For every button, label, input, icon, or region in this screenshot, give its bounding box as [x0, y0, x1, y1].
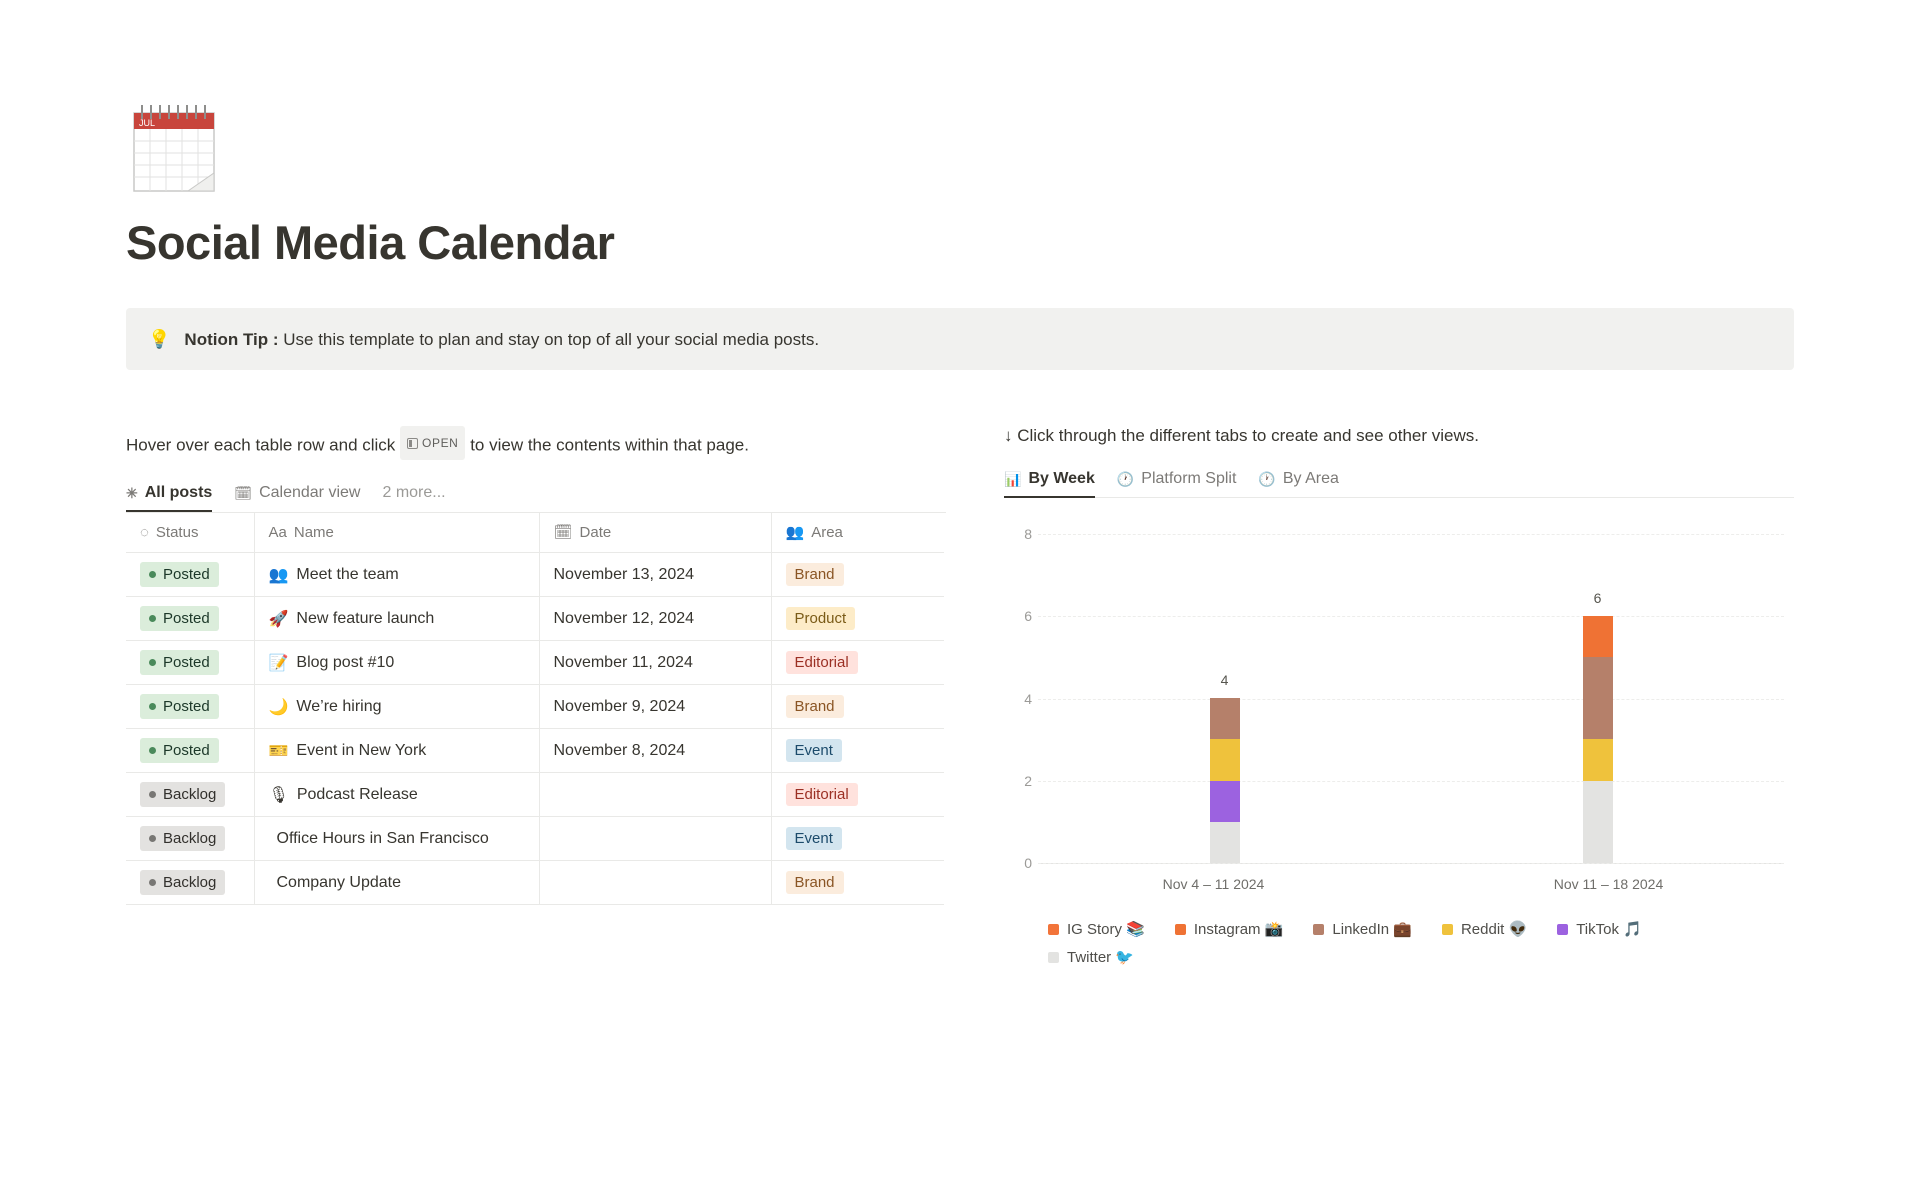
legend-label: LinkedIn 💼	[1332, 921, 1412, 938]
status-badge	[140, 782, 225, 807]
clock-icon: 🕐	[1258, 470, 1276, 487]
cell-status[interactable]	[126, 685, 254, 729]
chart-bar-segment	[1583, 739, 1613, 780]
table-row[interactable]	[126, 685, 944, 729]
status-dot-icon	[149, 703, 156, 710]
cell-status[interactable]	[126, 773, 254, 817]
open-chip[interactable]	[400, 426, 465, 460]
row-name: Podcast Release	[296, 785, 418, 803]
tab-calendar-view[interactable]	[234, 474, 360, 512]
legend-item[interactable]	[1175, 920, 1284, 938]
cell-date[interactable]	[539, 773, 771, 817]
cell-date[interactable]	[539, 861, 771, 905]
row-name: We’re hiring	[296, 697, 382, 715]
cell-area[interactable]	[771, 685, 944, 729]
tab-by-area-label: By Area	[1282, 469, 1339, 487]
tab-by-area[interactable]	[1258, 460, 1338, 498]
chart-bar-segment	[1210, 739, 1240, 780]
status-label: Posted	[163, 654, 210, 671]
row-emoji-icon: 🌙	[268, 698, 289, 716]
legend-item[interactable]	[1048, 920, 1145, 938]
area-tag: Event	[786, 739, 842, 762]
status-badge	[140, 694, 219, 719]
tab-platform-split[interactable]	[1117, 460, 1237, 498]
callout-body: Use this template to plan and stay on top of all your social media posts.	[278, 330, 820, 349]
status-label: Backlog	[163, 786, 217, 803]
chart-bar-segment	[1210, 781, 1240, 822]
cell-date[interactable]: November 11, 2024	[539, 641, 771, 685]
weekly-chart	[1004, 524, 1794, 966]
chart-x-tick-label: Nov 11 – 18 2024	[1553, 876, 1664, 892]
legend-swatch-icon	[1557, 924, 1568, 935]
column-header-area[interactable]	[771, 513, 944, 553]
cell-area[interactable]	[771, 597, 944, 641]
status-label: Posted	[163, 742, 210, 759]
clock-icon: 🕐	[1116, 470, 1135, 487]
page-icon[interactable]	[126, 95, 228, 197]
chart-bar-total-label: 4	[1220, 672, 1229, 688]
status-icon: ◌	[140, 523, 149, 541]
area-tag: Editorial	[786, 783, 858, 806]
legend-swatch-icon	[1175, 924, 1186, 935]
legend-label: TikTok 🎵	[1576, 921, 1642, 938]
row-emoji-icon: 👥	[268, 566, 289, 584]
right-column	[1004, 426, 1794, 966]
cell-date[interactable]: November 12, 2024	[539, 597, 771, 641]
chart-y-tick-label: 0	[1024, 855, 1032, 871]
row-name: Event in New York	[296, 741, 427, 759]
page-header	[0, 0, 1920, 270]
chart-gridline	[1038, 616, 1784, 617]
person-icon: 👥	[785, 524, 805, 542]
content-columns	[126, 426, 1794, 966]
calendar-view-icon: 🗓	[234, 485, 253, 501]
chart-bar-segment	[1583, 616, 1613, 657]
area-tag: Brand	[786, 695, 844, 718]
chart-y-tick-label: 4	[1024, 690, 1032, 707]
legend-swatch-icon	[1048, 952, 1059, 963]
table-row[interactable]	[126, 641, 944, 685]
status-dot-icon	[149, 747, 156, 754]
status-dot-icon	[149, 835, 156, 842]
cell-name[interactable]	[254, 817, 539, 861]
table-row[interactable]	[126, 729, 944, 773]
row-emoji-icon: 📝	[268, 654, 289, 672]
chart-hint: ↓ Click through the different tabs to create and see other views.	[1004, 426, 1480, 445]
legend-item[interactable]	[1557, 920, 1642, 938]
status-label: Backlog	[163, 874, 217, 891]
row-emoji-icon: 🎙	[268, 786, 289, 804]
left-column	[126, 426, 946, 966]
cell-area[interactable]	[771, 729, 944, 773]
title-icon: Aa	[268, 523, 287, 541]
chart-bar-segment	[1583, 781, 1613, 864]
chart-gridline	[1038, 781, 1784, 782]
tab-all-posts[interactable]	[126, 474, 212, 512]
status-dot-icon	[149, 791, 156, 798]
table-hint-after: to view the contents within that page.	[470, 435, 749, 455]
cell-name[interactable]	[254, 729, 539, 773]
cell-area[interactable]	[771, 641, 944, 685]
date-icon: 🗓	[553, 524, 573, 542]
column-header-status[interactable]	[126, 513, 254, 553]
posts-table	[126, 513, 944, 906]
chart-bar[interactable]	[1210, 672, 1240, 863]
area-tag: Event	[786, 827, 842, 850]
chart-gridline	[1038, 863, 1784, 864]
more-views-button[interactable]: 2 more...	[382, 484, 446, 501]
callout-text	[184, 329, 819, 350]
legend-label: Twitter 🐦	[1067, 949, 1135, 966]
chart-view-tabs	[1004, 460, 1794, 498]
table-row[interactable]	[126, 861, 944, 905]
row-name: Office Hours in San Francisco	[276, 829, 489, 847]
bar-chart-icon: 📊	[1004, 470, 1022, 487]
cell-date[interactable]	[539, 817, 771, 861]
chart-y-tick-label: 2	[1024, 772, 1032, 789]
cell-name[interactable]	[254, 685, 539, 729]
cell-area[interactable]	[771, 553, 944, 597]
table-row[interactable]	[126, 817, 944, 861]
chart-canvas	[1024, 526, 1784, 871]
column-header-status-label: Status	[155, 523, 199, 541]
status-badge	[140, 562, 219, 587]
tab-all-posts-label: All posts	[144, 484, 213, 501]
chart-bar-segment	[1210, 822, 1240, 863]
row-name: Company Update	[276, 873, 402, 891]
chart-legend	[1004, 920, 1704, 966]
table-row[interactable]	[126, 773, 944, 817]
chart-gridline	[1038, 534, 1784, 535]
area-tag: Brand	[786, 563, 844, 586]
calendar-emoji-icon	[126, 95, 228, 197]
chart-x-tick-label: Nov 4 – 11 2024	[1162, 876, 1265, 892]
lightbulb-icon: 💡	[148, 329, 171, 349]
column-header-name-label: Name	[293, 523, 334, 541]
area-tag: Editorial	[786, 651, 858, 674]
chart-bar[interactable]	[1583, 589, 1613, 864]
tab-by-week-label: By Week	[1028, 469, 1095, 487]
table-hint	[126, 426, 886, 461]
callout-label: Notion Tip :	[184, 330, 279, 349]
status-label: Posted	[163, 698, 210, 715]
row-emoji-icon: 🚀	[268, 610, 289, 628]
table-row[interactable]	[126, 597, 944, 641]
chart-bar-total-label: 6	[1593, 589, 1602, 606]
legend-swatch-icon	[1048, 924, 1059, 935]
cell-name[interactable]	[254, 597, 539, 641]
status-badge	[140, 650, 219, 675]
cell-name[interactable]	[254, 773, 539, 817]
row-emoji-icon: 🎫	[268, 742, 289, 760]
legend-item[interactable]	[1442, 920, 1527, 938]
svg-text:JUL: JUL	[139, 118, 156, 128]
status-badge	[140, 738, 219, 763]
status-badge	[140, 826, 225, 851]
status-badge	[140, 870, 225, 895]
table-body	[126, 553, 944, 905]
legend-swatch-icon	[1442, 924, 1453, 935]
cell-name[interactable]	[254, 861, 539, 905]
status-label: Backlog	[163, 830, 217, 847]
cell-status[interactable]	[126, 729, 254, 773]
open-page-icon	[407, 438, 418, 449]
chart-gridline	[1038, 699, 1784, 700]
cell-area[interactable]	[771, 861, 944, 905]
cell-name[interactable]	[254, 553, 539, 597]
status-badge	[140, 606, 219, 631]
row-name: New feature launch	[296, 609, 435, 627]
cell-status[interactable]	[126, 553, 254, 597]
legend-item[interactable]	[1313, 920, 1412, 938]
cell-area[interactable]	[771, 773, 944, 817]
cell-status[interactable]	[126, 817, 254, 861]
database-view-tabs	[126, 475, 946, 513]
status-dot-icon	[149, 879, 156, 886]
area-tag: Brand	[786, 871, 844, 894]
status-label: Posted	[163, 610, 210, 627]
cell-date[interactable]: November 13, 2024	[539, 553, 771, 597]
notion-tip-callout	[126, 308, 1794, 370]
column-header-date[interactable]	[539, 513, 771, 553]
table-row[interactable]	[126, 553, 944, 597]
cell-status[interactable]	[126, 641, 254, 685]
status-dot-icon	[149, 659, 156, 666]
column-header-area-label: Area	[811, 523, 843, 541]
area-tag: Product	[786, 607, 856, 630]
status-dot-icon	[149, 571, 156, 578]
status-dot-icon	[149, 615, 156, 622]
legend-item[interactable]	[1048, 948, 1134, 966]
open-chip-label: OPEN	[422, 436, 459, 450]
page-title: Social Media Calendar	[126, 216, 615, 269]
chart-y-tick-label: 6	[1024, 608, 1032, 625]
chart-bar-segment	[1583, 657, 1613, 740]
column-header-date-label: Date	[579, 523, 612, 541]
cell-date[interactable]: November 9, 2024	[539, 685, 771, 729]
cell-area[interactable]	[771, 817, 944, 861]
tab-calendar-view-label: Calendar view	[259, 484, 361, 501]
legend-label: IG Story 📚	[1067, 921, 1145, 938]
legend-label: Reddit 👽	[1460, 921, 1528, 938]
tab-platform-split-label: Platform Split	[1141, 469, 1237, 487]
cell-name[interactable]	[254, 641, 539, 685]
chart-plot-area	[1004, 524, 1794, 904]
row-name: Blog post #10	[296, 653, 395, 671]
chart-bar-segment	[1210, 698, 1240, 739]
status-label: Posted	[163, 566, 210, 583]
table-hint-before: Hover over each table row and click	[126, 435, 396, 455]
column-header-name[interactable]	[254, 513, 539, 553]
asterisk-icon: ✳	[126, 485, 138, 501]
chart-y-tick-label: 8	[1024, 526, 1032, 542]
table-header-row	[126, 513, 944, 553]
legend-label: Instagram 📸	[1193, 921, 1284, 938]
cell-date[interactable]: November 8, 2024	[539, 729, 771, 773]
cell-status[interactable]	[126, 597, 254, 641]
legend-swatch-icon	[1313, 924, 1324, 935]
cell-status[interactable]	[126, 861, 254, 905]
tab-by-week[interactable]	[1004, 460, 1095, 498]
row-name: Meet the team	[296, 565, 399, 583]
